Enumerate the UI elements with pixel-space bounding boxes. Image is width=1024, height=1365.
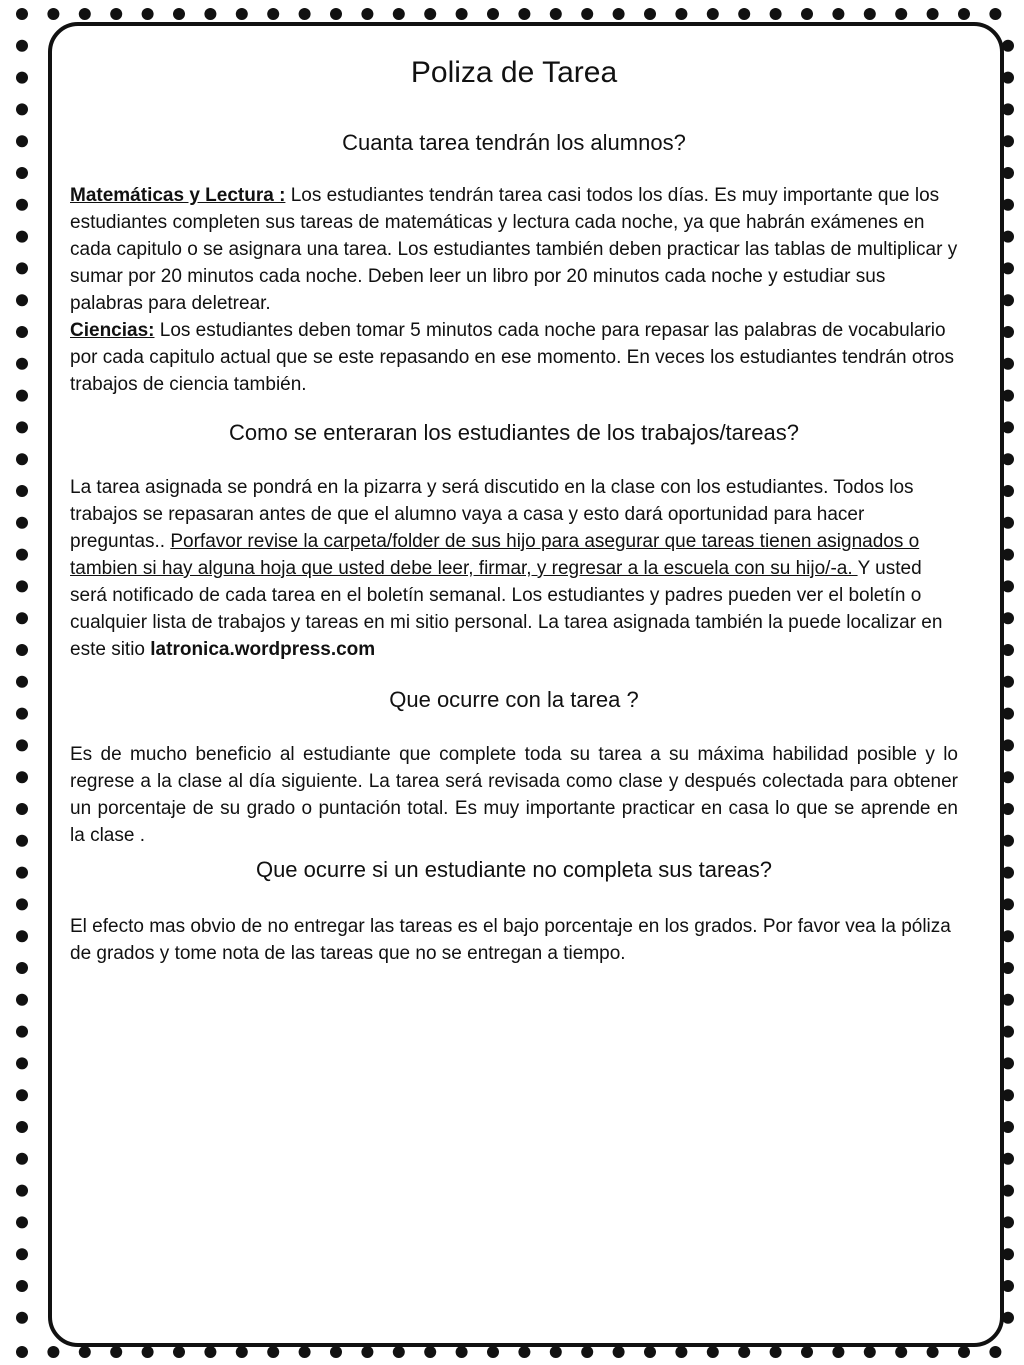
border-dot — [16, 294, 28, 306]
what-happens-paragraph: Es de mucho beneficio al estudiante que complete toda su tarea a su máxima habilidad posible y lo regrese a la clase al día siguiente. La tarea será revisada como clase y después colectada para obtener un porcentaje de su grado o puntación total. Es muy importante practicar en casa lo que se aprende en la clase . — [70, 744, 958, 846]
border-dot — [16, 867, 28, 879]
border-dot — [16, 103, 28, 115]
border-dot — [895, 1346, 907, 1358]
border-dot — [16, 1280, 28, 1292]
assignments-paragraph — [70, 474, 958, 663]
border-dot — [487, 1346, 499, 1358]
border-dot — [16, 612, 28, 624]
border-dot — [518, 8, 530, 20]
border-dot — [958, 8, 970, 20]
border-dot — [330, 8, 342, 20]
border-dot — [267, 8, 279, 20]
border-dot — [16, 231, 28, 243]
border-dot — [550, 8, 562, 20]
border-dot — [675, 8, 687, 20]
border-dot — [299, 8, 311, 20]
border-dot — [267, 1346, 279, 1358]
border-dot — [16, 549, 28, 561]
border-dot — [927, 8, 939, 20]
border-dot — [16, 8, 28, 20]
border-dot — [204, 1346, 216, 1358]
border-dot — [456, 8, 468, 20]
border-dot — [927, 1346, 939, 1358]
border-dot — [16, 644, 28, 656]
border-dot — [16, 326, 28, 338]
border-dot — [424, 8, 436, 20]
border-dot — [173, 8, 185, 20]
border-dot — [738, 1346, 750, 1358]
border-dot — [16, 708, 28, 720]
border-dot — [613, 1346, 625, 1358]
border-dot — [173, 1346, 185, 1358]
border-dot — [16, 199, 28, 211]
border-dot — [16, 1026, 28, 1038]
border-dot — [16, 485, 28, 497]
border-dot — [110, 8, 122, 20]
border-dot — [16, 1346, 28, 1358]
border-dot — [958, 1346, 970, 1358]
border-dot — [424, 1346, 436, 1358]
border-dot — [16, 517, 28, 529]
border-dot — [581, 1346, 593, 1358]
border-dot — [16, 1057, 28, 1069]
assignments-text-2: Y usted será notificado de cada tarea en el boletín semanal. Los estudiantes y padres pueden ver el boletín o cualquier lista de trabajos y tareas en mi sitio personal. La tarea asignada también la puede localizar en este sitio — [70, 558, 943, 660]
border-dot — [832, 8, 844, 20]
border-dot — [16, 994, 28, 1006]
border-dot — [16, 739, 28, 751]
border-dot — [16, 1089, 28, 1101]
assignments-text-1: La tarea asignada se pondrá en la pizarra y será discutido en la clase con los estudiantes. Todos los trabajos se repasaran antes de que el alumno vaya a casa y esto dará oportunidad para hacer preguntas.. — [70, 477, 914, 552]
border-dot — [707, 1346, 719, 1358]
border-dot — [47, 8, 59, 20]
border-dot — [393, 1346, 405, 1358]
border-dot — [16, 835, 28, 847]
border-dot — [16, 1121, 28, 1133]
document-body — [70, 52, 958, 967]
border-dot — [707, 8, 719, 20]
border-dot — [330, 1346, 342, 1358]
document-title: Poliza de Tarea — [410, 56, 618, 89]
border-dot — [16, 72, 28, 84]
border-dot — [16, 390, 28, 402]
science-label: Ciencias: — [70, 320, 155, 341]
border-dot — [110, 1346, 122, 1358]
math-reading-label: Matemáticas y Lectura : — [70, 185, 286, 206]
border-dot — [16, 676, 28, 688]
math-reading-paragraph — [70, 182, 958, 317]
border-dot — [801, 8, 813, 20]
border-dot — [16, 1153, 28, 1165]
border-dot — [361, 8, 373, 20]
border-dot — [361, 1346, 373, 1358]
border-dot — [832, 1346, 844, 1358]
border-dot — [16, 771, 28, 783]
border-dot — [738, 8, 750, 20]
border-dot — [16, 898, 28, 910]
border-dot — [16, 262, 28, 274]
border-dot — [204, 8, 216, 20]
incomplete-paragraph: El efecto mas obvio de no entregar las tareas es el bajo porcentaje en los grados. Por favor vea la póliza de grados y tome nota de las tareas que no se entregan a tiempo. — [70, 916, 951, 964]
border-dot — [864, 8, 876, 20]
border-dot — [16, 453, 28, 465]
border-dot — [16, 421, 28, 433]
border-dot — [16, 135, 28, 147]
border-dot — [16, 1312, 28, 1324]
border-dot — [16, 962, 28, 974]
heading-how-students-know: Como se enteraran los estudiantes de los trabajos/tareas? — [229, 420, 799, 445]
science-paragraph — [70, 317, 958, 398]
border-dot — [770, 8, 782, 20]
border-dot — [456, 1346, 468, 1358]
folder-check-notice: Porfavor revise la carpeta/folder de sus hijo para asegurar que tareas tienen asignados o tambien si hay alguna hoja que usted debe leer, firmar, y regresar a la escuela con su hijo/-a. — [70, 531, 920, 579]
border-dot — [989, 1346, 1001, 1358]
website-address: latronica.wordpress.com — [150, 639, 376, 660]
border-dot — [770, 1346, 782, 1358]
border-dot — [47, 1346, 59, 1358]
science-text: Los estudiantes deben tomar 5 minutos cada noche para repasar las palabras de vocabulario por cada capitulo actual que se este repasando en ese momento. En veces los estudiantes tendrán otros trabajos de ciencia también. — [70, 320, 955, 395]
border-dot — [236, 1346, 248, 1358]
heading-incomplete-homework: Que ocurre si un estudiante no completa sus tareas? — [255, 857, 773, 882]
border-dot — [236, 8, 248, 20]
border-dot — [16, 358, 28, 370]
border-dot — [16, 930, 28, 942]
border-dot — [16, 1185, 28, 1197]
border-dot — [675, 1346, 687, 1358]
border-dot — [550, 1346, 562, 1358]
border-dot — [895, 8, 907, 20]
border-dot — [864, 1346, 876, 1358]
border-dot — [581, 8, 593, 20]
border-dot — [518, 1346, 530, 1358]
border-dot — [142, 1346, 154, 1358]
border-dot — [16, 40, 28, 52]
border-dot — [644, 1346, 656, 1358]
border-dot — [16, 803, 28, 815]
border-dot — [393, 8, 405, 20]
border-dot — [16, 1216, 28, 1228]
border-dot — [613, 8, 625, 20]
border-dot — [79, 1346, 91, 1358]
border-dot — [16, 1248, 28, 1260]
border-dot — [16, 580, 28, 592]
border-dot — [487, 8, 499, 20]
border-dot — [801, 1346, 813, 1358]
heading-what-happens-homework: Que ocurre con la tarea ? — [389, 687, 639, 712]
border-dot — [989, 8, 1001, 20]
border-dot — [142, 8, 154, 20]
heading-how-much-homework: Cuanta tarea tendrán los alumnos? — [342, 130, 686, 155]
border-dot — [16, 167, 28, 179]
border-dot — [299, 1346, 311, 1358]
border-dot — [644, 8, 656, 20]
math-reading-text: Los estudiantes tendrán tarea casi todos los días. Es muy importante que los estudiantes completen sus tareas de matemáticas y lectura cada noche, ya que habrán exámenes en cada capitulo o se asignara una tarea. Los estudiantes también deben practicar las tablas de multiplicar y sumar por 20 minutos cada noche. Deben leer un libro por 20 minutos cada noche y estudiar sus palabras para deletrear. — [70, 185, 958, 314]
border-dot — [79, 8, 91, 20]
